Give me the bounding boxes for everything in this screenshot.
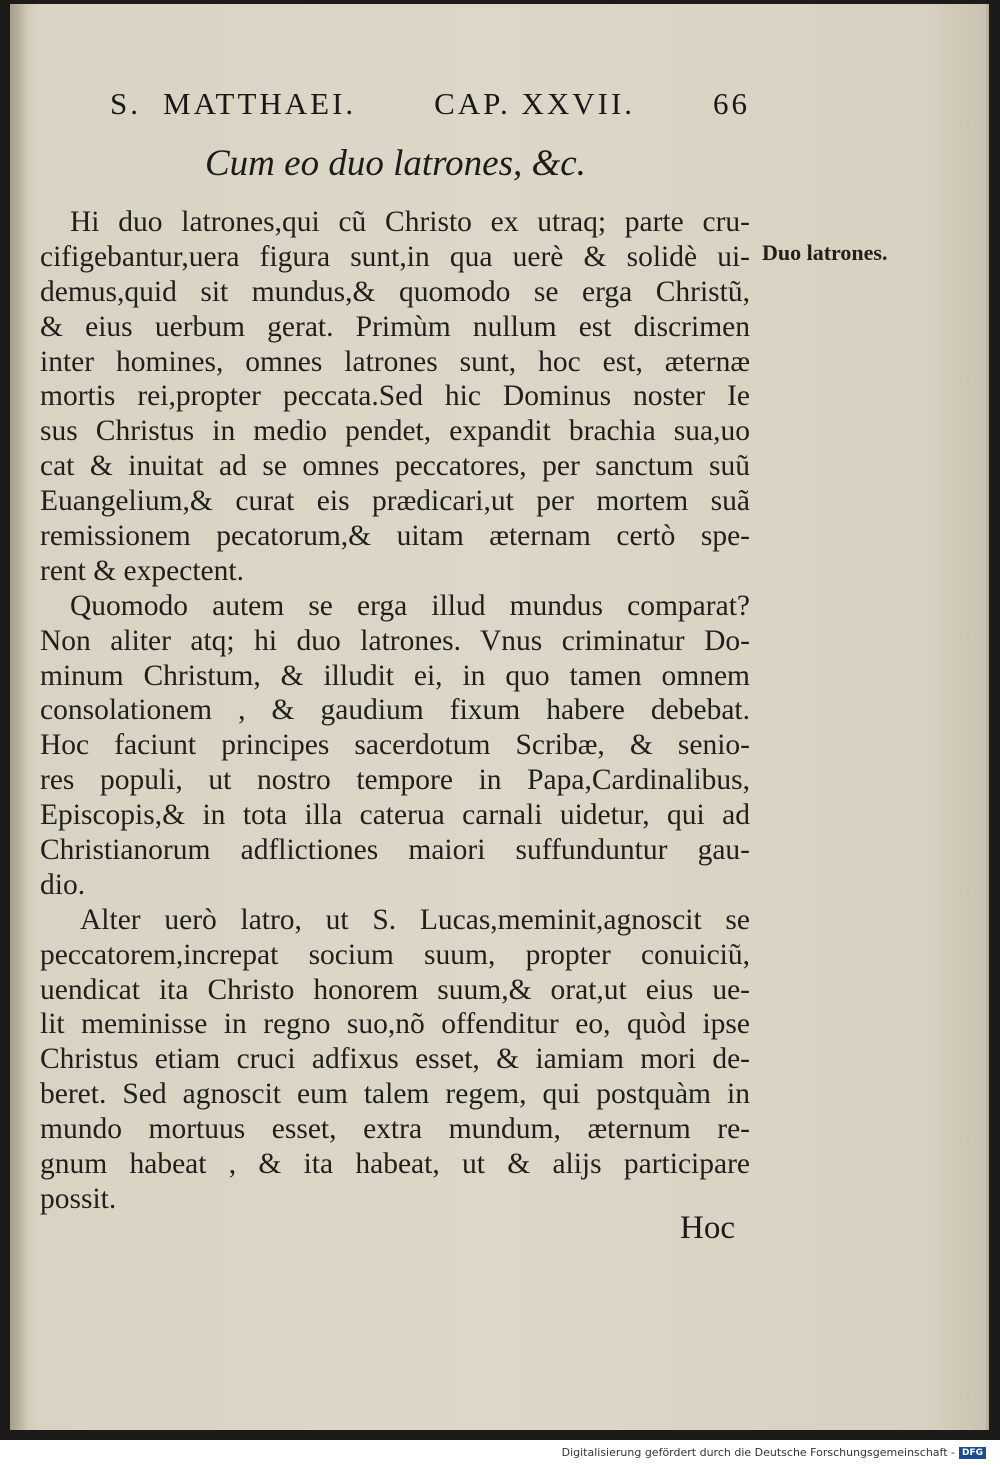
text-line: consolationem , & gaudium fixum habere debebat. bbox=[40, 694, 750, 727]
marginal-note: Duo latrones. bbox=[762, 240, 888, 265]
text-line: beret. Sed agnoscit eum talem regem, qui postquàm in bbox=[40, 1078, 750, 1111]
signature-mark: S. bbox=[110, 86, 141, 121]
text-line: gnum habeat , & ita habeat, ut & alijs participare bbox=[40, 1148, 750, 1181]
folio-number: 66 bbox=[712, 86, 750, 121]
text-line: cat & inuitat ad se omnes peccatores, per sanctum suũ bbox=[40, 450, 750, 483]
running-title: MATTHAEI. bbox=[163, 86, 357, 121]
catchword: Hoc bbox=[680, 1210, 735, 1246]
text-line: Christus etiam cruci adfixus esset, & iamiam mori de- bbox=[40, 1043, 750, 1076]
text-line: lit meminisse in regno suo,nõ offenditur eo, quòd ipse bbox=[40, 1008, 750, 1041]
text-line: sus Christus in medio pendet, expandit brachia sua,uo bbox=[40, 415, 750, 448]
text-line: inter homines, omnes latrones sunt, hoc est, æternæ bbox=[40, 345, 750, 378]
text-line: uendicat ita Christo honorem suum,& orat,ut eius ue- bbox=[40, 973, 750, 1006]
text-line: peccatorem,increpat socium suum, propter conuiciũ, bbox=[40, 938, 750, 971]
text-line: rent & expectent. bbox=[40, 554, 244, 587]
text-line: demus,quid sit mundus,& quomodo se erga Christũ, bbox=[40, 275, 750, 308]
text-line: Hi duo latrones,qui cũ Christo ex utraq; parte cru- bbox=[70, 206, 750, 238]
text-line: mundo mortuus esset, extra mundum, æternum re- bbox=[40, 1113, 750, 1146]
text-line: Euangelium,& curat eis prædicari,ut per mortem suã bbox=[40, 485, 750, 518]
text-line: Non aliter atq; hi duo latrones. Vnus criminatur Do- bbox=[40, 624, 750, 657]
chapter-label: CAP. XXVII. bbox=[434, 86, 636, 121]
dfg-logo: DFG bbox=[959, 1447, 986, 1459]
text-line: remissionem pecatorum,& uitam æternam certò spe- bbox=[40, 520, 750, 553]
text-line: Episcopis,& in tota illa caterua carnali uidetur, qui ad bbox=[40, 799, 750, 832]
text-line: mortis rei,propter peccata.Sed hic Dominus noster Ie bbox=[40, 380, 750, 413]
body-text bbox=[40, 205, 750, 1217]
text-line: minum Christum, & illudit ei, in quo tamen omnem bbox=[40, 659, 750, 692]
text-line: Hoc faciunt principes sacerdotum Scribæ, & senio- bbox=[40, 729, 750, 762]
paragraph bbox=[40, 589, 750, 903]
text-line: Christianorum adflictiones maiori suffunduntur gau- bbox=[40, 834, 750, 867]
text-line: res populi, ut nostro tempore in Papa,Cardinalibus, bbox=[40, 764, 750, 797]
paragraph bbox=[40, 205, 750, 589]
digitization-footer bbox=[562, 1446, 986, 1459]
funding-credit: Digitalisierung gefördert durch die Deutsche Forschungsgemeinschaft - bbox=[561, 1446, 955, 1459]
text-line: & eius uerbum gerat. Primùm nullum est discrimen bbox=[40, 310, 750, 343]
page-gutter-shadow bbox=[10, 4, 28, 1430]
running-header bbox=[110, 86, 750, 122]
paragraph bbox=[40, 903, 750, 1217]
text-line: Quomodo autem se erga illud mundus comparat? bbox=[70, 589, 750, 622]
text-line: dio. bbox=[40, 868, 86, 901]
text-line: possit. bbox=[40, 1182, 117, 1215]
text-line: Alter uerò latro, ut S. Lucas,meminit,agnoscit se bbox=[80, 903, 750, 936]
text-line: cifigebantur,uera figura sunt,in qua uerè & solidè ui- bbox=[40, 240, 750, 273]
section-title: Cum eo duo latrones, &c. bbox=[205, 143, 586, 184]
